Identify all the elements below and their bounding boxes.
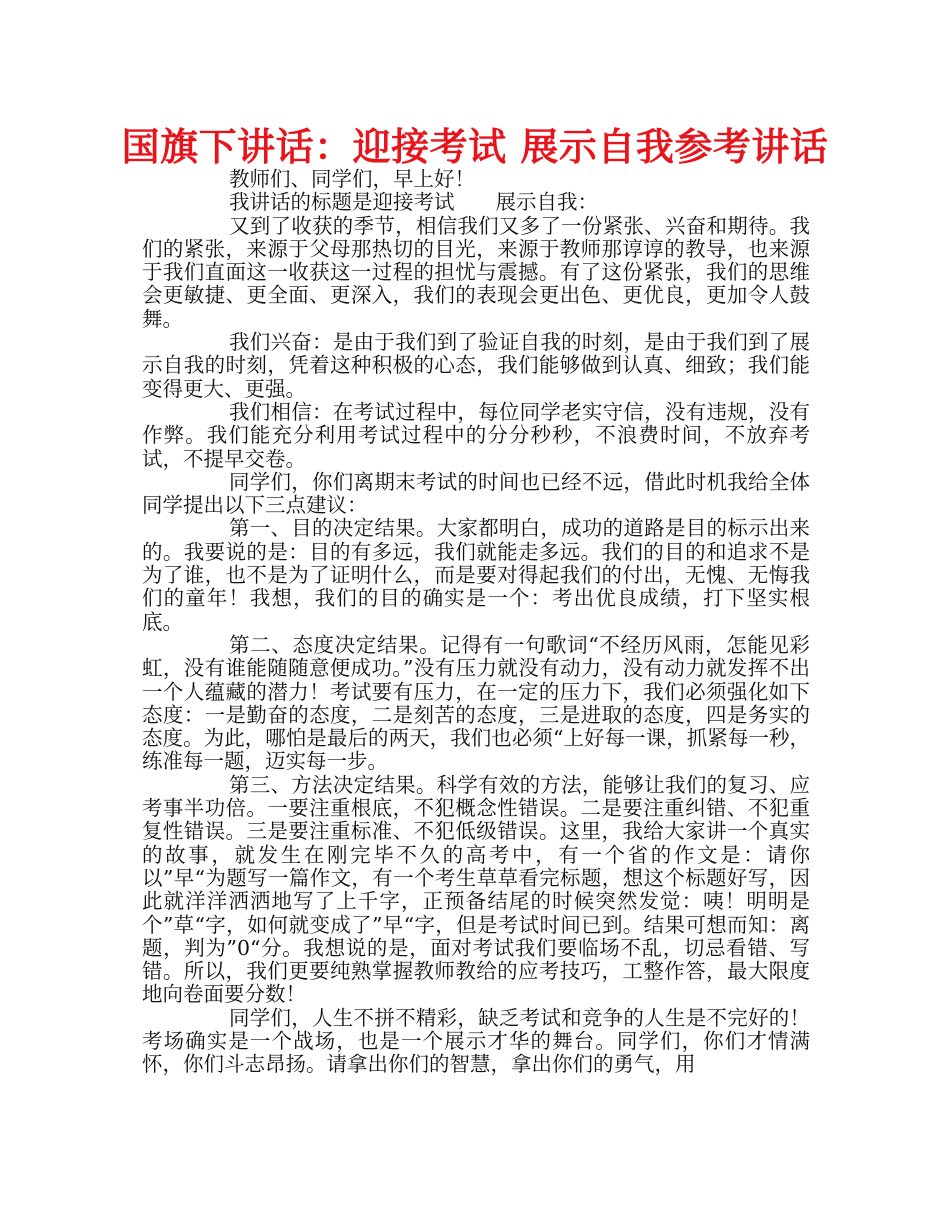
- topic-paragraph: 我讲话的标题是迎接考试 展示自我：: [229, 190, 598, 215]
- body-paragraph: 我们兴奋：是由于我们到了验证自我的时刻，是由于我们到了展示自我的时刻，凭着这种积极的心态，我们能够做到认真、细致；我们能变得更大、更强。: [142, 330, 810, 401]
- body-paragraph: 我们相信：在考试过程中，每位同学老实守信，没有违规，没有作弊。我们能充分利用考试过程中的分分秒秒，不浪费时间，不放弃考试，不提早交卷。: [142, 399, 810, 471]
- body-paragraph: 第二、态度决定结果。记得有一句歌词“不经历风雨，怎能见彩虹，没有谁能随随意便成功。”没有压力就没有动力，没有动力就发挥不出一个人蕴藏的潜力！考试要有压力，在一定的压力下，我们必须强化如下态度：一是勤奋的态度，二是刻苦的态度，三是进取的态度，四是务实的态度。为此，哪怕是最后的两天，我们也必须“上好每一课，抓紧每一秒，练准每一题，迈实每一步。: [142, 632, 810, 774]
- body-paragraph: 第一、目的决定结果。大家都明白，成功的道路是目的标示出来的。我要说的是：目的有多远，我们就能走多远。我们的目的和追求不是为了谁，也不是为了证明什么，而是要对得起我们的付出，无愧、无悔我们的童年！我想，我们的目的确实是一个：考出优良成绩，打下坚实根底。: [142, 516, 810, 634]
- body-paragraph: 又到了收获的季节，相信我们又多了一份紧张、兴奋和期待。我们的紧张，来源于父母那热切的目光，来源于教师那谆谆的教导，也来源于我们直面这一收获这一过程的担忧与震撼。有了这份紧张，我们的思维会更敏捷、更全面、更深入，我们的表现会更出色、更优良，更加令人鼓舞。: [142, 213, 810, 331]
- document-title: 国旗下讲话：迎接考试 展示自我参考讲话: [121, 125, 829, 169]
- body-paragraph: 同学们，人生不拼不精彩，缺乏考试和竞争的人生是不完好的！考场确实是一个战场，也是一个展示才华的舞台。同学们，你们才情满怀，你们斗志昂扬。请拿出你们的智慧，拿出你们的勇气，用: [142, 1005, 810, 1077]
- body-paragraph: 第三、方法决定结果。科学有效的方法，能够让我们的复习、应考事半功倍。一要注重根底，不犯概念性错误。二是要注重纠错、不犯重复性错误。三是要注重标准、不犯低级错误。这里，我给大家讲一个真实的故事，就发生在刚完毕不久的高考中，有一个省的作文是：请你以”早“为题写一篇作文，有一个考生草草看完标题，想这个标题好写，因此就洋洋洒洒地写了上千字，正预备结尾的时候突然发觉：咦！明明是个”草“字，如何就变成了”早“字，但是考试时间已到。结果可想而知：离题，判为”0“分。我想说的是，面对考试我们要临场不乱，切忌看错、写错。所以，我们更要纯熟掌握教师教给的应考技巧，工整作答，最大限度地向卷面要分数！: [142, 772, 810, 1007]
- document-body: [142, 168, 810, 1077]
- body-paragraph: 同学们，你们离期末考试的时间也已经不远，借此时机我给全体同学提出以下三点建议：: [142, 469, 810, 518]
- greeting-paragraph: 教师们、同学们，早上好！: [229, 167, 475, 191]
